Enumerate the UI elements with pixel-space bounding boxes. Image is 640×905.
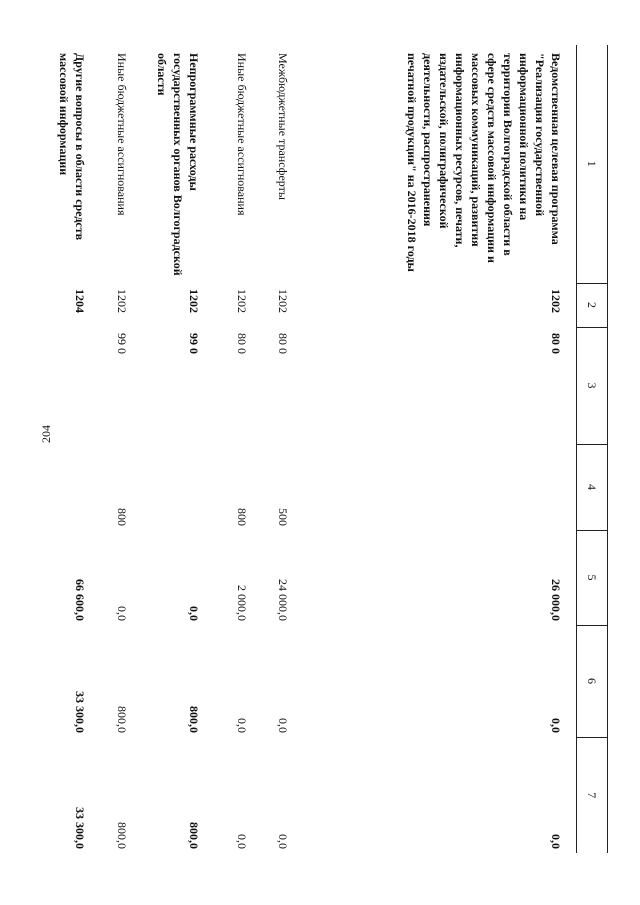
header-col-1: 1 xyxy=(577,45,608,283)
row-amount-2017: 0,0 xyxy=(276,718,291,733)
header-col-5: 5 xyxy=(577,530,608,625)
row-expense-type: 800 xyxy=(115,508,130,526)
row-target-code: 80 0 xyxy=(549,333,563,354)
row-amount-2018: 0,0 xyxy=(549,834,563,849)
row-amount-2018: 0,0 xyxy=(235,834,250,849)
table-row xyxy=(131,45,203,853)
table-row xyxy=(49,45,89,853)
row-amount-2017: 33 300,0 xyxy=(73,691,88,733)
row-amount-2017: 0,0 xyxy=(549,718,563,733)
row-expense-type: 800 xyxy=(235,508,250,526)
row-amount-2016: 66 600,0 xyxy=(73,579,88,621)
row-amount-2018: 0,0 xyxy=(276,834,291,849)
row-amount-2018: 800,0 xyxy=(115,822,130,849)
row-amount-2018: 800,0 xyxy=(187,822,202,849)
row-target-code: 80 0 xyxy=(276,333,291,354)
table-header-row xyxy=(577,45,608,853)
row-amount-2016: 24 000,0 xyxy=(276,579,291,621)
row-name: Межбюджетные трансферты xyxy=(276,53,291,200)
row-amount-2017: 800,0 xyxy=(187,706,202,733)
page-number: 204 xyxy=(39,425,53,443)
row-target-code: 80 0 xyxy=(235,333,250,354)
row-amount-2016: 0,0 xyxy=(115,606,130,621)
row-section-code: 1202 xyxy=(115,289,130,313)
row-section-code: 1202 xyxy=(187,289,202,313)
table-row xyxy=(292,45,577,853)
row-target-code: 99 0 xyxy=(187,333,202,354)
row-name: Иные бюджетные ассигнования xyxy=(235,53,250,216)
row-name: Непрограммные расходы государственных органов Волгоградской области xyxy=(155,53,202,276)
row-expense-type xyxy=(292,444,577,530)
row-section-code: 1202 xyxy=(235,289,250,313)
row-section-code: 1202 xyxy=(276,289,291,313)
row-section-code: 1202 xyxy=(549,289,563,313)
row-target-code xyxy=(49,327,89,444)
row-expense-type xyxy=(49,444,89,530)
header-col-7: 7 xyxy=(577,737,608,853)
header-col-6: 6 xyxy=(577,625,608,737)
row-name: Ведомственная целевая программа "Реализация государственной информационной политики на территории Волгоградской области в сфере средств массовой информации и массовых коммуникаций, развития информационных ресурсов, печати, издательской, полиграфической деятельности, распространения печатной продукции" на 2016-2018 годы xyxy=(405,53,563,272)
row-section-code: 1204 xyxy=(73,289,88,313)
table-row xyxy=(251,45,292,853)
row-amount-2016: 2 000,0 xyxy=(235,585,250,621)
row-target-code: 99 0 xyxy=(115,333,130,354)
table-row xyxy=(203,45,251,853)
row-expense-type xyxy=(131,444,203,530)
header-col-3: 3 xyxy=(577,327,608,444)
table-row xyxy=(89,45,131,853)
row-amount-2017: 800,0 xyxy=(115,706,130,733)
row-name: Иные бюджетные ассигнования xyxy=(115,53,130,216)
row-name: Другие вопросы в области средств массовой информации xyxy=(57,53,88,241)
row-expense-type: 500 xyxy=(276,508,291,526)
row-amount-2016: 0,0 xyxy=(187,606,202,621)
row-amount-2016: 26 000,0 xyxy=(549,579,563,621)
row-amount-2018: 33 300,0 xyxy=(73,807,88,849)
header-col-2: 2 xyxy=(577,283,608,327)
row-amount-2017: 0,0 xyxy=(235,718,250,733)
budget-table xyxy=(49,45,609,853)
header-col-4: 4 xyxy=(577,444,608,530)
budget-table-rotated xyxy=(57,45,608,853)
